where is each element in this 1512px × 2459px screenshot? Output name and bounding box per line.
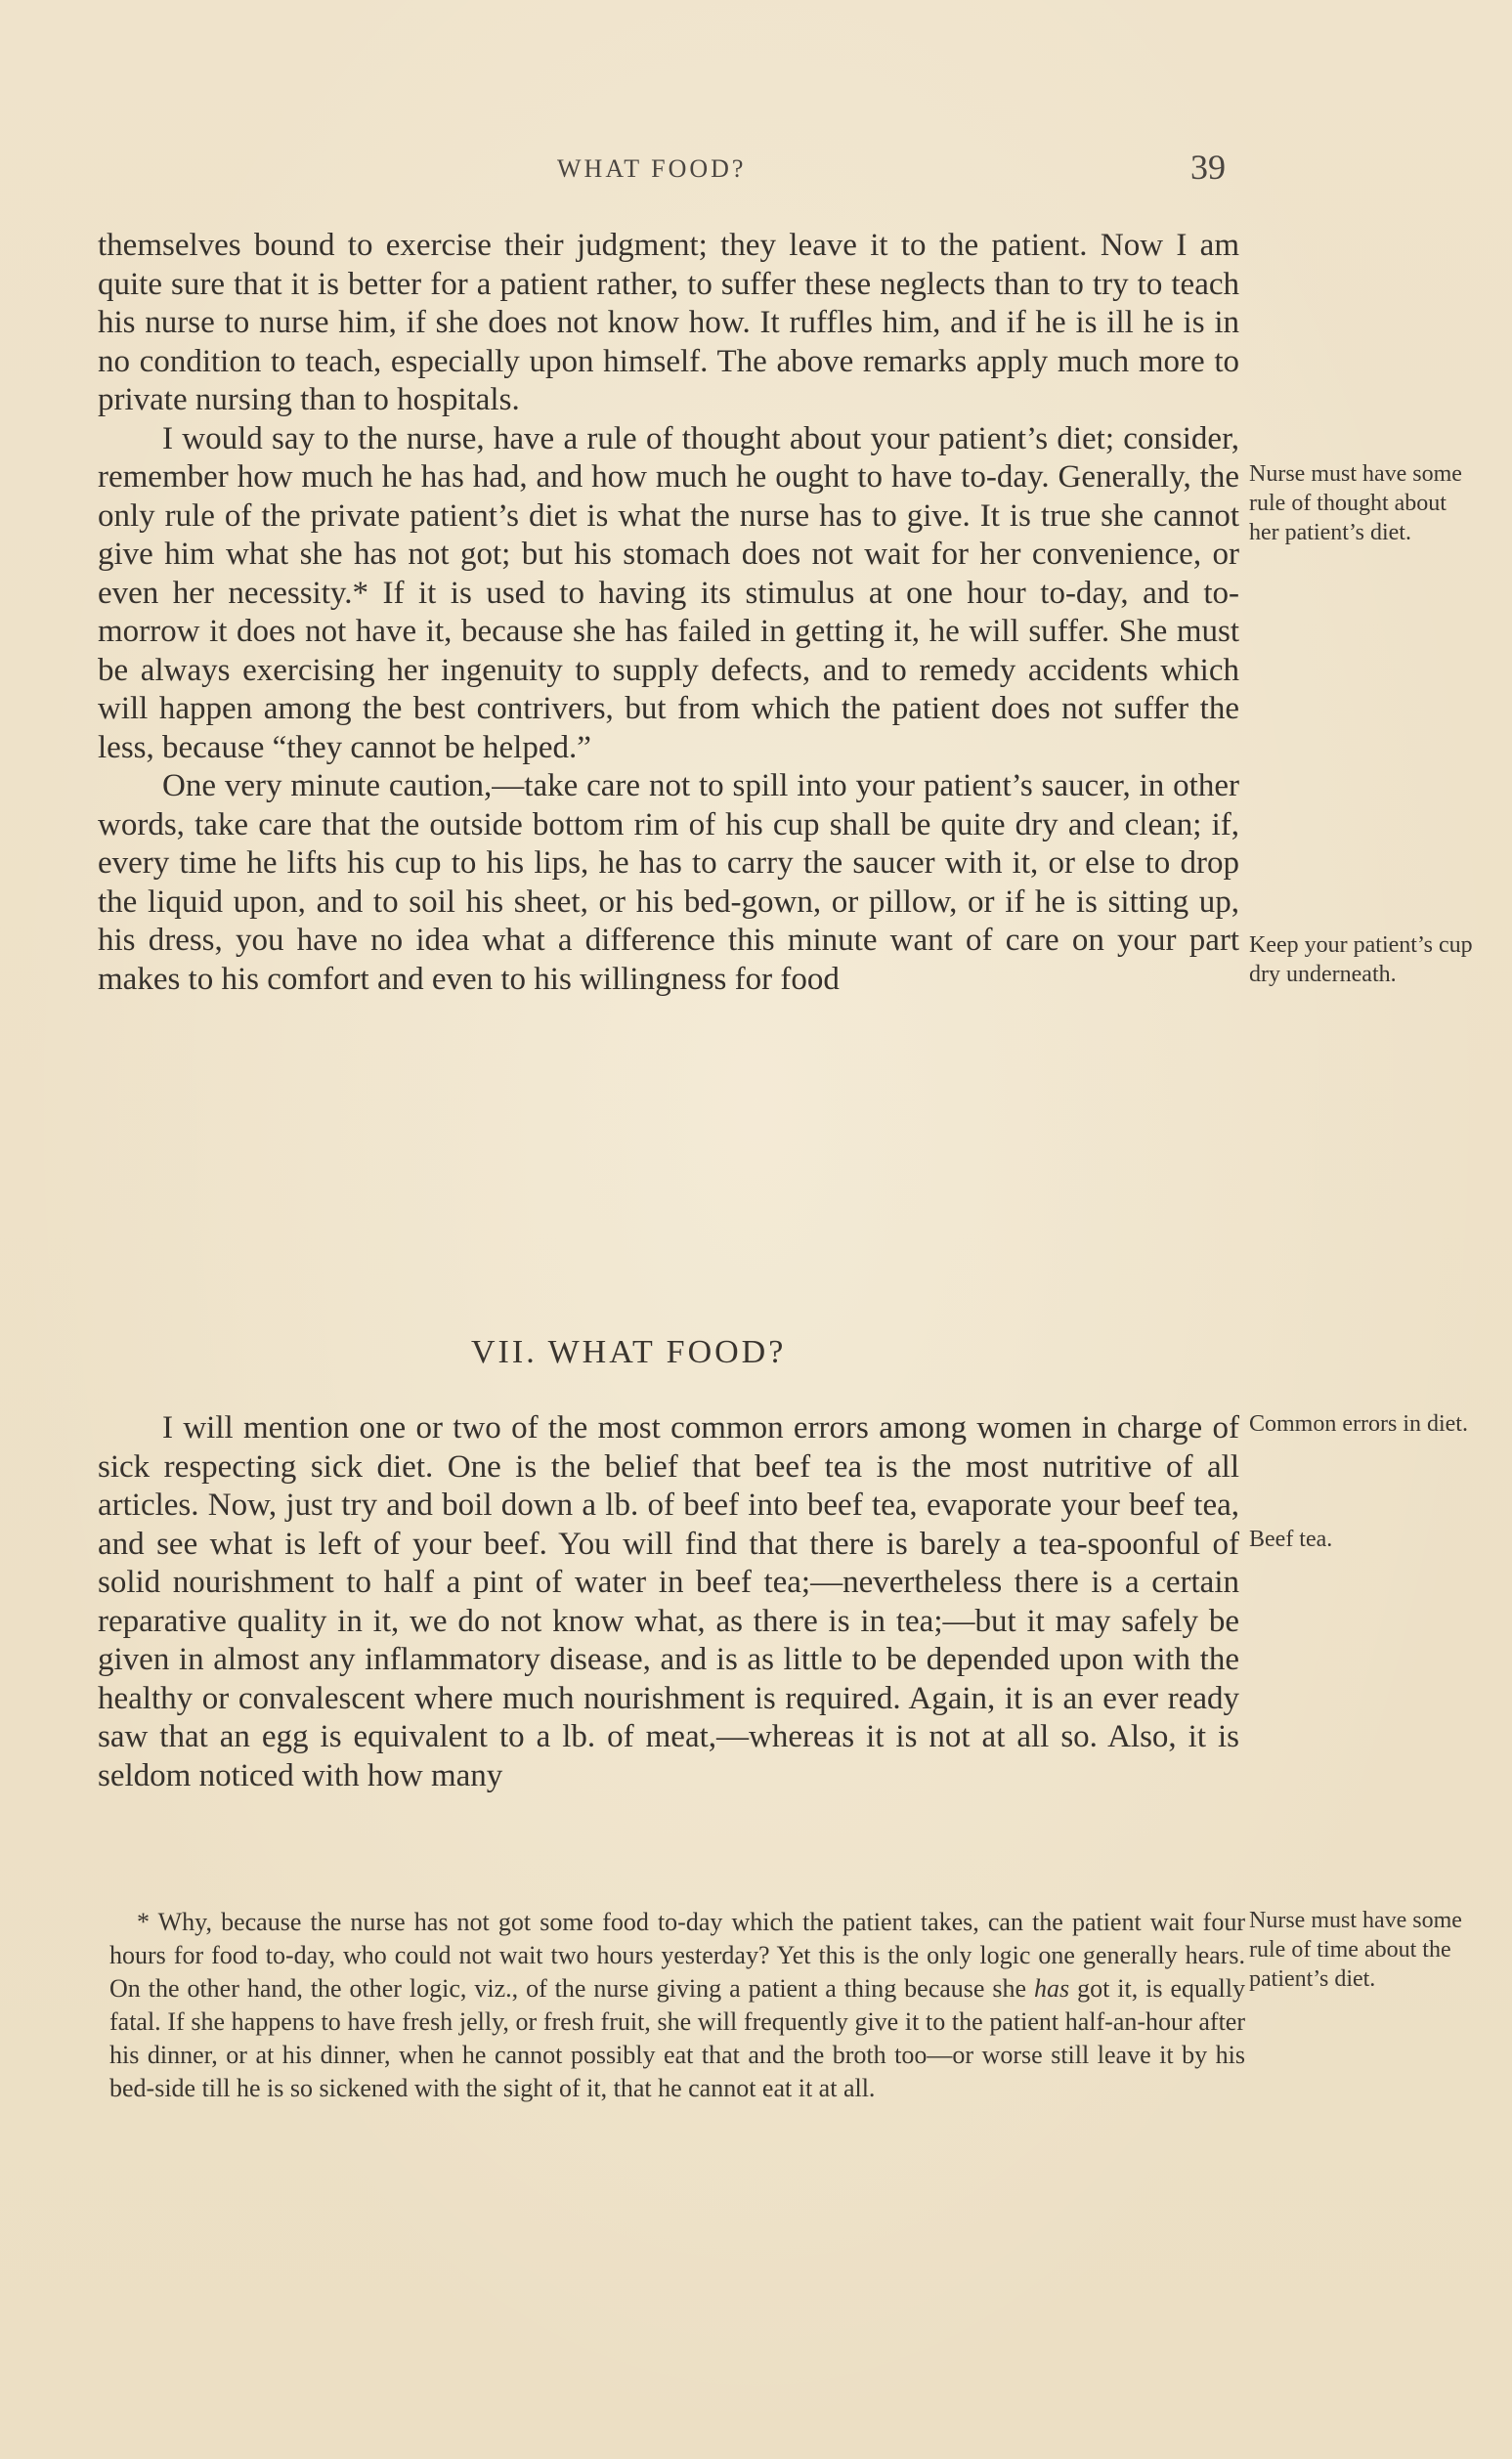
footnote-text [109,1906,1245,2105]
page-number: 39 [1190,148,1226,187]
footnote-text-end: got it, is equally fatal. If she happens to have fresh jelly, or fresh fruit, she will frequently give it to the patient half-an-hour after his dinner, or at his dinner, when he cannot possibly eat that and the broth too—or worse still leave it by his bed-side till he is so sickened with the sight of it, that he cannot eat it at all. [109,1974,1245,2102]
footnote [109,1906,1245,2105]
body-text-upper [98,227,1239,999]
margin-note-common-errors: Common errors in diet. [1249,1411,1468,1437]
margin-note-beef-tea: Beef tea. [1249,1527,1333,1552]
footnote-text-start: * Why, because the nurse has not got some food to-day which the patient takes, can the patient wait four hours for food to-day, who could not wait two hours yesterday? Yet this is the only logic one generally hears. On the other hand, the other logic, viz., of the nurse giving a patient a thing because she [109,1908,1245,2003]
margin-note-cup: Keep your patient’s cup dry underneath. [1249,932,1473,987]
paragraph-continuation: themselves bound to exercise their judgment; they leave it to the patient. Now I am quite sure that it is better for a patient rather, to suffer these neglects than to try to teach his nurse to nurse him, if she does not know how. It ruffles him, and if he is ill he is in no condition to teach, especially upon himself. The above remarks apply much more to private nursing than to hospitals. [98,228,1239,417]
paragraph-cup-caution: One very minute caution,—take care not to spill into your patient’s saucer, in other words, take care that the outside bottom rim of his cup shall be quite dry and clean; if, every time he lifts his cup to his lips, he has to carry the saucer with it, or else to drop the liquid upon, and to soil his sheet, or his bed-gown, or pillow, or if he is sitting up, his dress, you have no idea what a difference this minute want of care on your part makes to his comfort and even to his willingness for food [98,768,1239,997]
paragraph-common-errors: I will mention one or two of the most common errors among women in charge of sick respecting sick diet. One is the belief that beef tea is the most nutritive of all articles. Now, just try and boil down a lb. of beef into beef tea, evaporate your beef tea, and see what is left of your beef. You will find that there is barely a tea-spoonful of solid nourishment to half a pint of water in beef tea;—nevertheless there is a certain reparative quality in it, we do not know what, as there is in tea;—but it may safely be given in almost any inflammatory disease, and is as little to be depended upon with the healthy or convalescent where much nourishment is required. Again, it is an ever ready saw that an egg is equivalent to a lb. of meat,—whereas it is not at all so. Also, it is seldom noticed with how many [98,1410,1239,1793]
chapter-heading: VII. WHAT FOOD? [471,1334,787,1370]
margin-note-footnote: Nurse must have some rule of time about the patient’s diet. [1249,1908,1462,1992]
margin-note-diet-rule: Nurse must have some rule of thought about her patient’s diet. [1249,461,1462,545]
paragraph-diet-rule: I would say to the nurse, have a rule of thought about your patient’s diet; consider, remember how much he has had, and how much he ought to have to-day. Generally, the only rule of the private patient’s diet is what the nurse has to give. It is true she cannot give him what she has not got; but his stomach does not wait for her convenience, or even her necessity.* If it is used to having its stimulus at one hour to-day, and to-morrow it does not have it, because she has failed in getting it, he will suffer. She must be always exercising her ingenuity to supply defects, and to remedy accidents which will happen among the best contrivers, but from which the patient does not suffer the less, because “they cannot be helped.” [98,420,1239,765]
body-text-chapter [98,1409,1239,1795]
footnote-italic-word: has [1034,1974,1070,2003]
running-head: WHAT FOOD? [557,154,747,183]
